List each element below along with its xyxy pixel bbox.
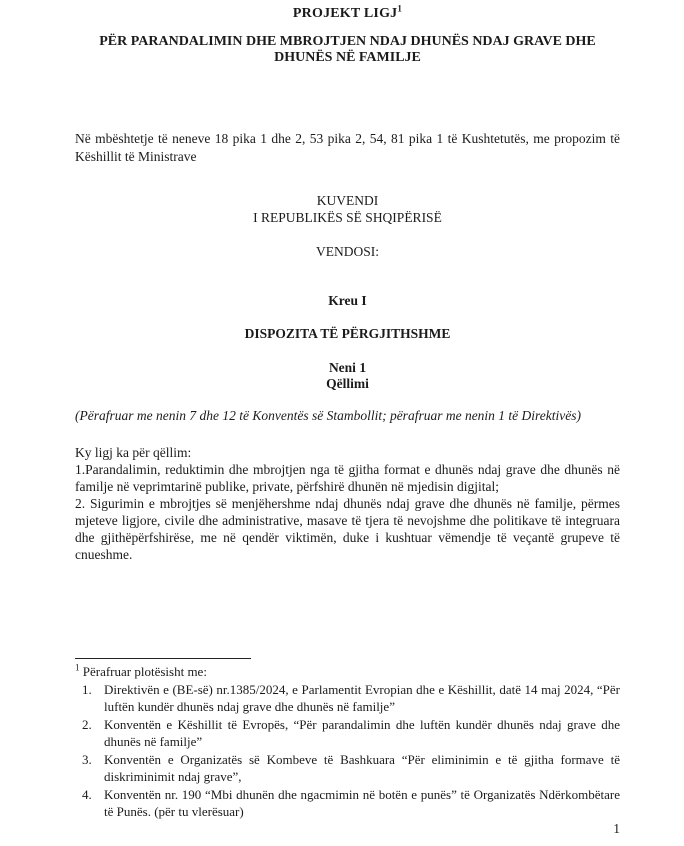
- document-title-text: PROJEKT LIGJ: [292, 6, 398, 21]
- purpose-section: [75, 444, 620, 563]
- document-subtitle-line-1: PËR PARANDALIMIN DHE MBROJTJEN NDAJ DHUNËS NDAJ GRAVE DHE: [99, 34, 596, 49]
- footnote-item-number: 1.: [82, 681, 92, 697]
- footnote-item-number: 4.: [82, 786, 92, 802]
- article-heading-block: [75, 360, 620, 392]
- footnote-item-text: Konventën nr. 190 “Mbi dhunën dhe ngacmimin në botën e punës” të Organizatës Ndërkombëtare të Punës. (për tu vlerësuar): [104, 786, 620, 819]
- footnote-item-number: 2.: [82, 716, 92, 732]
- title-footnote-reference: 1: [397, 3, 403, 14]
- footnote-intro-text: Përafruar plotësisht me:: [82, 664, 207, 679]
- footnote-item: [75, 751, 620, 786]
- article-title: Qëllimi: [326, 376, 369, 391]
- constitutional-preamble: Në mbështetje të neneve 18 pika 1 dhe 2, 53 pika 2, 54, 81 pika 1 të Kushtetutës, me propozim të Këshillit të Ministrave: [75, 131, 620, 164]
- decision-word: VENDOSI:: [316, 244, 379, 259]
- footnote-intro: [75, 663, 620, 681]
- page-number: 1: [613, 821, 620, 836]
- document-subtitle-line-2: DHUNËS NË FAMILJE: [274, 50, 421, 65]
- eu-alignment-note: (Përafruar me nenin 7 dhe 12 të Konventës së Stambollit; përafruar me nenin 1 të Direktivës): [75, 408, 582, 423]
- assembly-heading-line-2: I REPUBLIKËS SË SHQIPËRISË: [253, 209, 442, 225]
- footnote-separator-rule: [75, 658, 251, 659]
- footnote-item: [75, 681, 620, 716]
- purpose-item-1: 1.Parandalimin, reduktimin dhe mbrojtjen nga të gjitha format e dhunës ndaj grave dhe dhunës në familje në veprimtarinë publike, private, përfshirë dhunën në mjedisin digjital;: [75, 462, 620, 494]
- footnote-item: [75, 716, 620, 751]
- purpose-item-2: 2. Sigurimin e mbrojtjes së menjëhershme ndaj dhunës ndaj grave dhe dhunës në familje, përmes mjeteve ligjore, civile dhe administrative, masave të tjera të nevojshme dhe politikave të integruara dhe gjithëpërfshirëse, me në qendër viktimën, duke i kushtuar vëmendje të veçantë grupeve të cnueshme.: [75, 496, 620, 562]
- footnote-item-text: Konventën e Këshillit të Evropës, “Për parandalimin dhe luftën kundër dhunës ndaj grave dhe dhunës në familje”: [104, 716, 620, 749]
- footnote-marker: 1: [75, 662, 80, 673]
- footnote-item-text: Direktivën e (BE-së) nr.1385/2024, e Parlamentit Evropian dhe e Këshillit, datë 14 maj 2024, “Për luftën kundër dhunës ndaj grave dhe dhunës në familje”: [104, 681, 620, 714]
- footnote-item: [75, 786, 620, 821]
- chapter-heading: Kreu I: [328, 293, 367, 308]
- purpose-intro: Ky ligj ka për qëllim:: [75, 445, 192, 460]
- assembly-heading: [75, 193, 620, 226]
- footnote-item-text: Konventën e Organizatës së Kombeve të Bashkuara “Për eliminimin e të gjitha formave të diskriminimit ndaj grave”,: [104, 751, 620, 784]
- chapter-title: DISPOZITA TË PËRGJITHSHME: [244, 326, 451, 341]
- document-title: [75, 3, 620, 22]
- article-number: Neni 1: [328, 360, 367, 375]
- assembly-heading-line-1: KUVENDI: [316, 193, 379, 208]
- footnote-section: [75, 663, 620, 821]
- document-subtitle: [75, 34, 620, 66]
- footnote-item-number: 3.: [82, 751, 92, 767]
